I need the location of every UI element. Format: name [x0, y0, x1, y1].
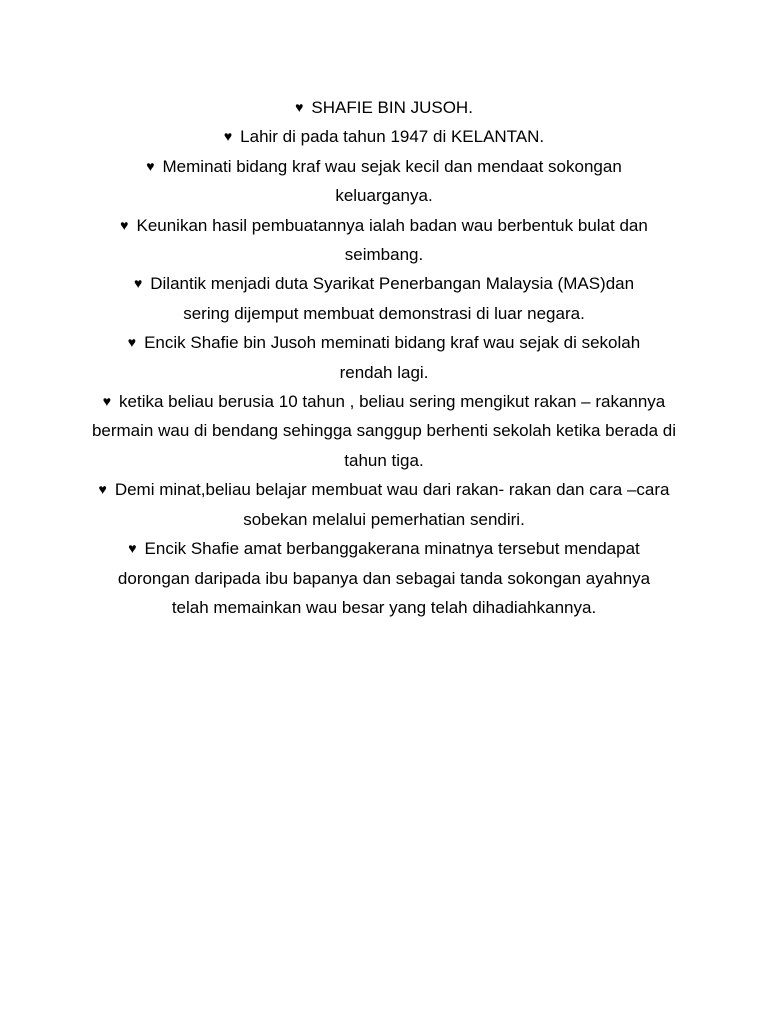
list-item [110, 534, 658, 622]
list-item [110, 269, 658, 328]
list-item-text: Demi minat,beliau belajar membuat wau dari rakan- rakan dan cara –cara sobekan melalui pemerhatian sendiri. [114, 480, 670, 529]
list-item [110, 211, 658, 270]
list-item [110, 152, 658, 211]
heart-icon: ♥ [146, 157, 155, 174]
bullet-list [91, 93, 677, 622]
heart-icon: ♥ [120, 216, 129, 233]
list-item [110, 93, 658, 122]
list-item-text: Encik Shafie amat berbanggakerana minatnya tersebut mendapat dorongan daripada ibu bapanya dan sebagai tanda sokongan ayahnya telah memainkan wau besar yang telah dihadiahkannya. [117, 539, 651, 617]
list-item [82, 387, 686, 475]
list-item-text: Lahir di pada tahun 1947 di KELANTAN. [240, 127, 545, 147]
heart-icon: ♥ [223, 128, 233, 145]
list-item-text: SHAFIE BIN JUSOH. [311, 98, 473, 117]
list-item-text: Keunikan hasil pembuatannya ialah badan wau berbentuk bulat dan seimbang. [136, 215, 648, 265]
heart-icon: ♥ [102, 393, 112, 410]
list-item-text: Meminati bidang kraf wau sejak kecil dan mendaat sokongan keluarganya. [162, 156, 622, 206]
heart-icon: ♥ [128, 540, 137, 557]
heart-icon: ♥ [127, 334, 137, 351]
heart-icon: ♥ [98, 481, 107, 498]
heart-icon: ♥ [133, 275, 143, 292]
list-item [110, 328, 658, 387]
list-item-text: ketika beliau berusia 10 tahun , beliau sering mengikut rakan – rakannya bermain wau di bendang sehingga sanggup berhenti sekolah ketika berada di tahun tiga. [91, 392, 677, 470]
list-item-text: Encik Shafie bin Jusoh meminati bidang kraf wau sejak di sekolah rendah lagi. [144, 333, 641, 382]
list-item [110, 122, 658, 151]
list-item-text: Dilantik menjadi duta Syarikat Penerbangan Malaysia (MAS)dan sering dijemput membuat demonstrasi di luar negara. [150, 274, 635, 323]
heart-icon: ♥ [295, 99, 304, 115]
list-item [82, 475, 686, 534]
